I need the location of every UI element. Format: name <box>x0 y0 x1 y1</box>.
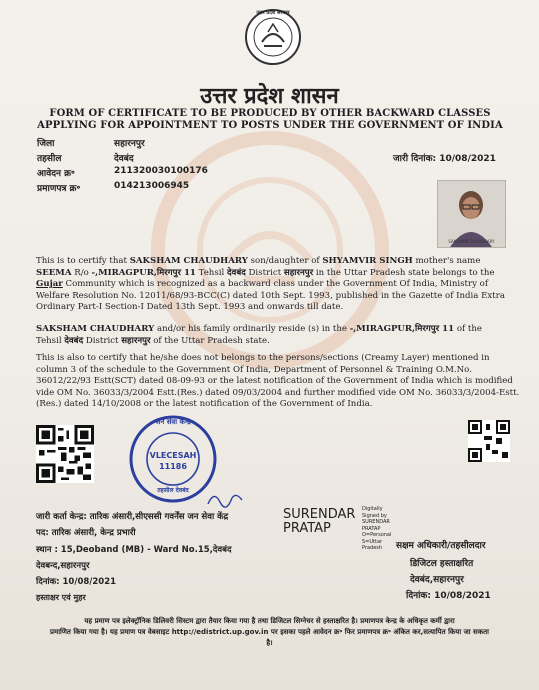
text-fragment: and/or his family ordinarily reside (s) in the <box>154 324 350 334</box>
text-fragment: mother's name <box>412 256 481 266</box>
certificate-number: 014213006945 <box>114 181 190 191</box>
tehsil-name: देवबंद <box>226 267 246 278</box>
signer-place: देवबंद,सहारनपुर <box>410 575 464 585</box>
digital-sign-text: Pradesh <box>362 545 383 551</box>
father-name: SHYAMVIR SINGH <box>322 256 413 266</box>
page-title: उत्तर प्रदेश शासन <box>200 84 339 109</box>
issuing-center: जारी कर्ता केन्द्र: तारिक अंसारी,सीएससी गवर्नेंस जन सेवा केंद्र <box>36 512 229 522</box>
digital-signature-info <box>362 506 391 552</box>
certificate-paragraph-2 <box>36 324 516 347</box>
tehsil-value: देवबंद <box>114 154 134 164</box>
issuer-place-2: देवबन्द,सहारनपुर <box>36 561 90 571</box>
digital-sign-text: Digitally <box>362 506 383 512</box>
footer-line: यह प्रमाण पत्र इलेक्ट्रॉनिक डिलिवरी सिस्टम द्वारा तैयार किया गया है तथा डिजिटल सिग्नेचर से हस्ताक्षरित है। प्रमाणपत्र केन्द्र के अधिकृत कर्मी द्वारा <box>84 617 455 625</box>
digital-sign-text: Signed by <box>362 512 387 519</box>
text-fragment: in the Uttar Pradesh state belongs to the <box>313 267 495 278</box>
emblem-text: उत्तर प्रदेश सरकार <box>256 10 290 16</box>
district-name: सहारनपुर <box>283 267 314 278</box>
form-title-line1: FORM OF CERTIFICATE TO BE PRODUCED BY OTHER BACKWARD CLASSES <box>49 108 491 119</box>
text-fragment: This is to certify that <box>36 256 130 266</box>
photo-caption: SAKSHAM CHAUDHARY <box>448 239 495 244</box>
text-fragment: Tehsil <box>195 267 227 278</box>
applicant-photo <box>437 180 506 248</box>
stamp-bottom-text: तहसील देवबंद <box>157 487 189 494</box>
competent-authority-title: सक्षम अधिकारी/तहसीलदार <box>396 541 486 551</box>
issuer-date: दिनांक: 10/08/2021 <box>36 577 117 587</box>
handwritten-signature <box>206 488 246 510</box>
address-2: -,MIRAGPUR,मिरगपुर 11 <box>349 324 455 334</box>
digitally-signed-label: डिजिटल हस्ताक्षरित <box>410 559 474 569</box>
qr-code-small-icon[interactable] <box>468 420 510 462</box>
digital-sign-text: SURENDAR <box>362 519 390 525</box>
signer-name-block <box>283 508 363 536</box>
text-fragment: District <box>245 267 284 278</box>
mother-name: SEEMA <box>36 267 72 278</box>
signer-name: SURENDAR PRATAP <box>283 507 356 536</box>
qr-code-icon[interactable] <box>36 425 94 483</box>
text-fragment: District <box>83 335 122 346</box>
stamp-center-text: VLECESAH <box>149 451 197 460</box>
text-fragment: son/daughter of <box>247 256 323 266</box>
sign-and-seal-label: हस्ताक्षर एवं मुहर <box>36 593 86 602</box>
text-fragment: of the Uttar Pradesh state. <box>150 335 270 346</box>
issuer-post: पद: तारिक अंसारी, केन्द्र प्रभारी <box>36 528 136 538</box>
signer-date: दिनांक: 10/08/2021 <box>406 591 491 601</box>
certificate-paragraph-1 <box>36 256 516 314</box>
digital-sign-text: PRATAP <box>362 525 381 532</box>
applicant-name-2: SAKSHAM CHAUDHARY <box>36 324 155 334</box>
tehsil-name-2: देवबंद <box>64 335 84 346</box>
up-government-emblem <box>238 8 308 66</box>
digital-sign-text: S=Uttar <box>362 538 383 545</box>
application-label: आवेदन क्र॰ <box>37 169 75 179</box>
applicant-name: SAKSHAM CHAUDHARY <box>129 256 248 266</box>
issuer-place: स्थान : 15,Deoband (MB) - Ward No.15,देवबंद <box>36 545 232 555</box>
certificate-label: प्रमाणपत्र क्र॰ <box>37 184 81 194</box>
district-name-2: सहारनपुर <box>121 335 151 346</box>
text-fragment: Tehsil <box>36 335 65 346</box>
footer-line: प्रमाणित किया गया है। यह प्रमाण पत्र वेबसाइट http://edistrict.up.gov.in पर इसका पहले आवेदन क्र॰ फिर प्रमाणपत्र क्र॰ अंकित कर,सत्यापित किया जा सकता <box>50 628 489 636</box>
application-number: 211320030100176 <box>114 166 208 176</box>
community-name: Gujar <box>36 279 63 289</box>
tehsil-label: तहसील <box>37 154 62 164</box>
district-value: सहारनपुर <box>114 139 145 149</box>
stamp-top-text: जन सेवा केन्द्र <box>155 418 191 426</box>
text-fragment: Community which is recognized as a backward class under the Government Of India, Ministry of Welfare Resolution No. 12011/68/93-BCC(C) dated 10th Sept. 1993, published in the Gazette of India Extra Ordinary Part-I Section-I Dated 13th Sept. 1993 and onwards till date. <box>36 279 505 312</box>
person-photo-icon <box>438 181 505 247</box>
address: -,MIRAGPUR,मिरगपुर 11 <box>91 267 196 278</box>
text-fragment: of the <box>454 324 483 334</box>
certificate-paragraph-3: This is also to certify that he/she does not belongs to the persons/sections (Creamy Layer) mentioned in column 3 of the schedule to the Government Of India, Department of Personnel & Training O.M.No. 36012/22/93 Estt(SCT) dated 08-09-93 or the latest notification of the Government of India which is modified vide OM No. 36033/3/2004 Estt.(Res.) dated 09/03/2004 and further modified vide OM No. 36033/3/2004-Estt. (Res.) dated 14/10/2008 or the latest notification of the Government of India. <box>36 353 520 409</box>
digital-sign-text: O=Personal <box>362 532 392 538</box>
stamp-number: 11186 <box>159 462 187 471</box>
text-fragment: R/o <box>71 267 92 278</box>
footer-line: है। <box>266 639 273 647</box>
form-title-line2: APPLYING FOR APPOINTMENT TO POSTS UNDER THE GOVERNMENT OF INDIA <box>37 120 503 131</box>
issue-date: जारी दिनांक: 10/08/2021 <box>393 154 496 164</box>
footer-note <box>18 616 521 649</box>
district-label: जिला <box>37 139 55 149</box>
form-title <box>20 108 520 132</box>
